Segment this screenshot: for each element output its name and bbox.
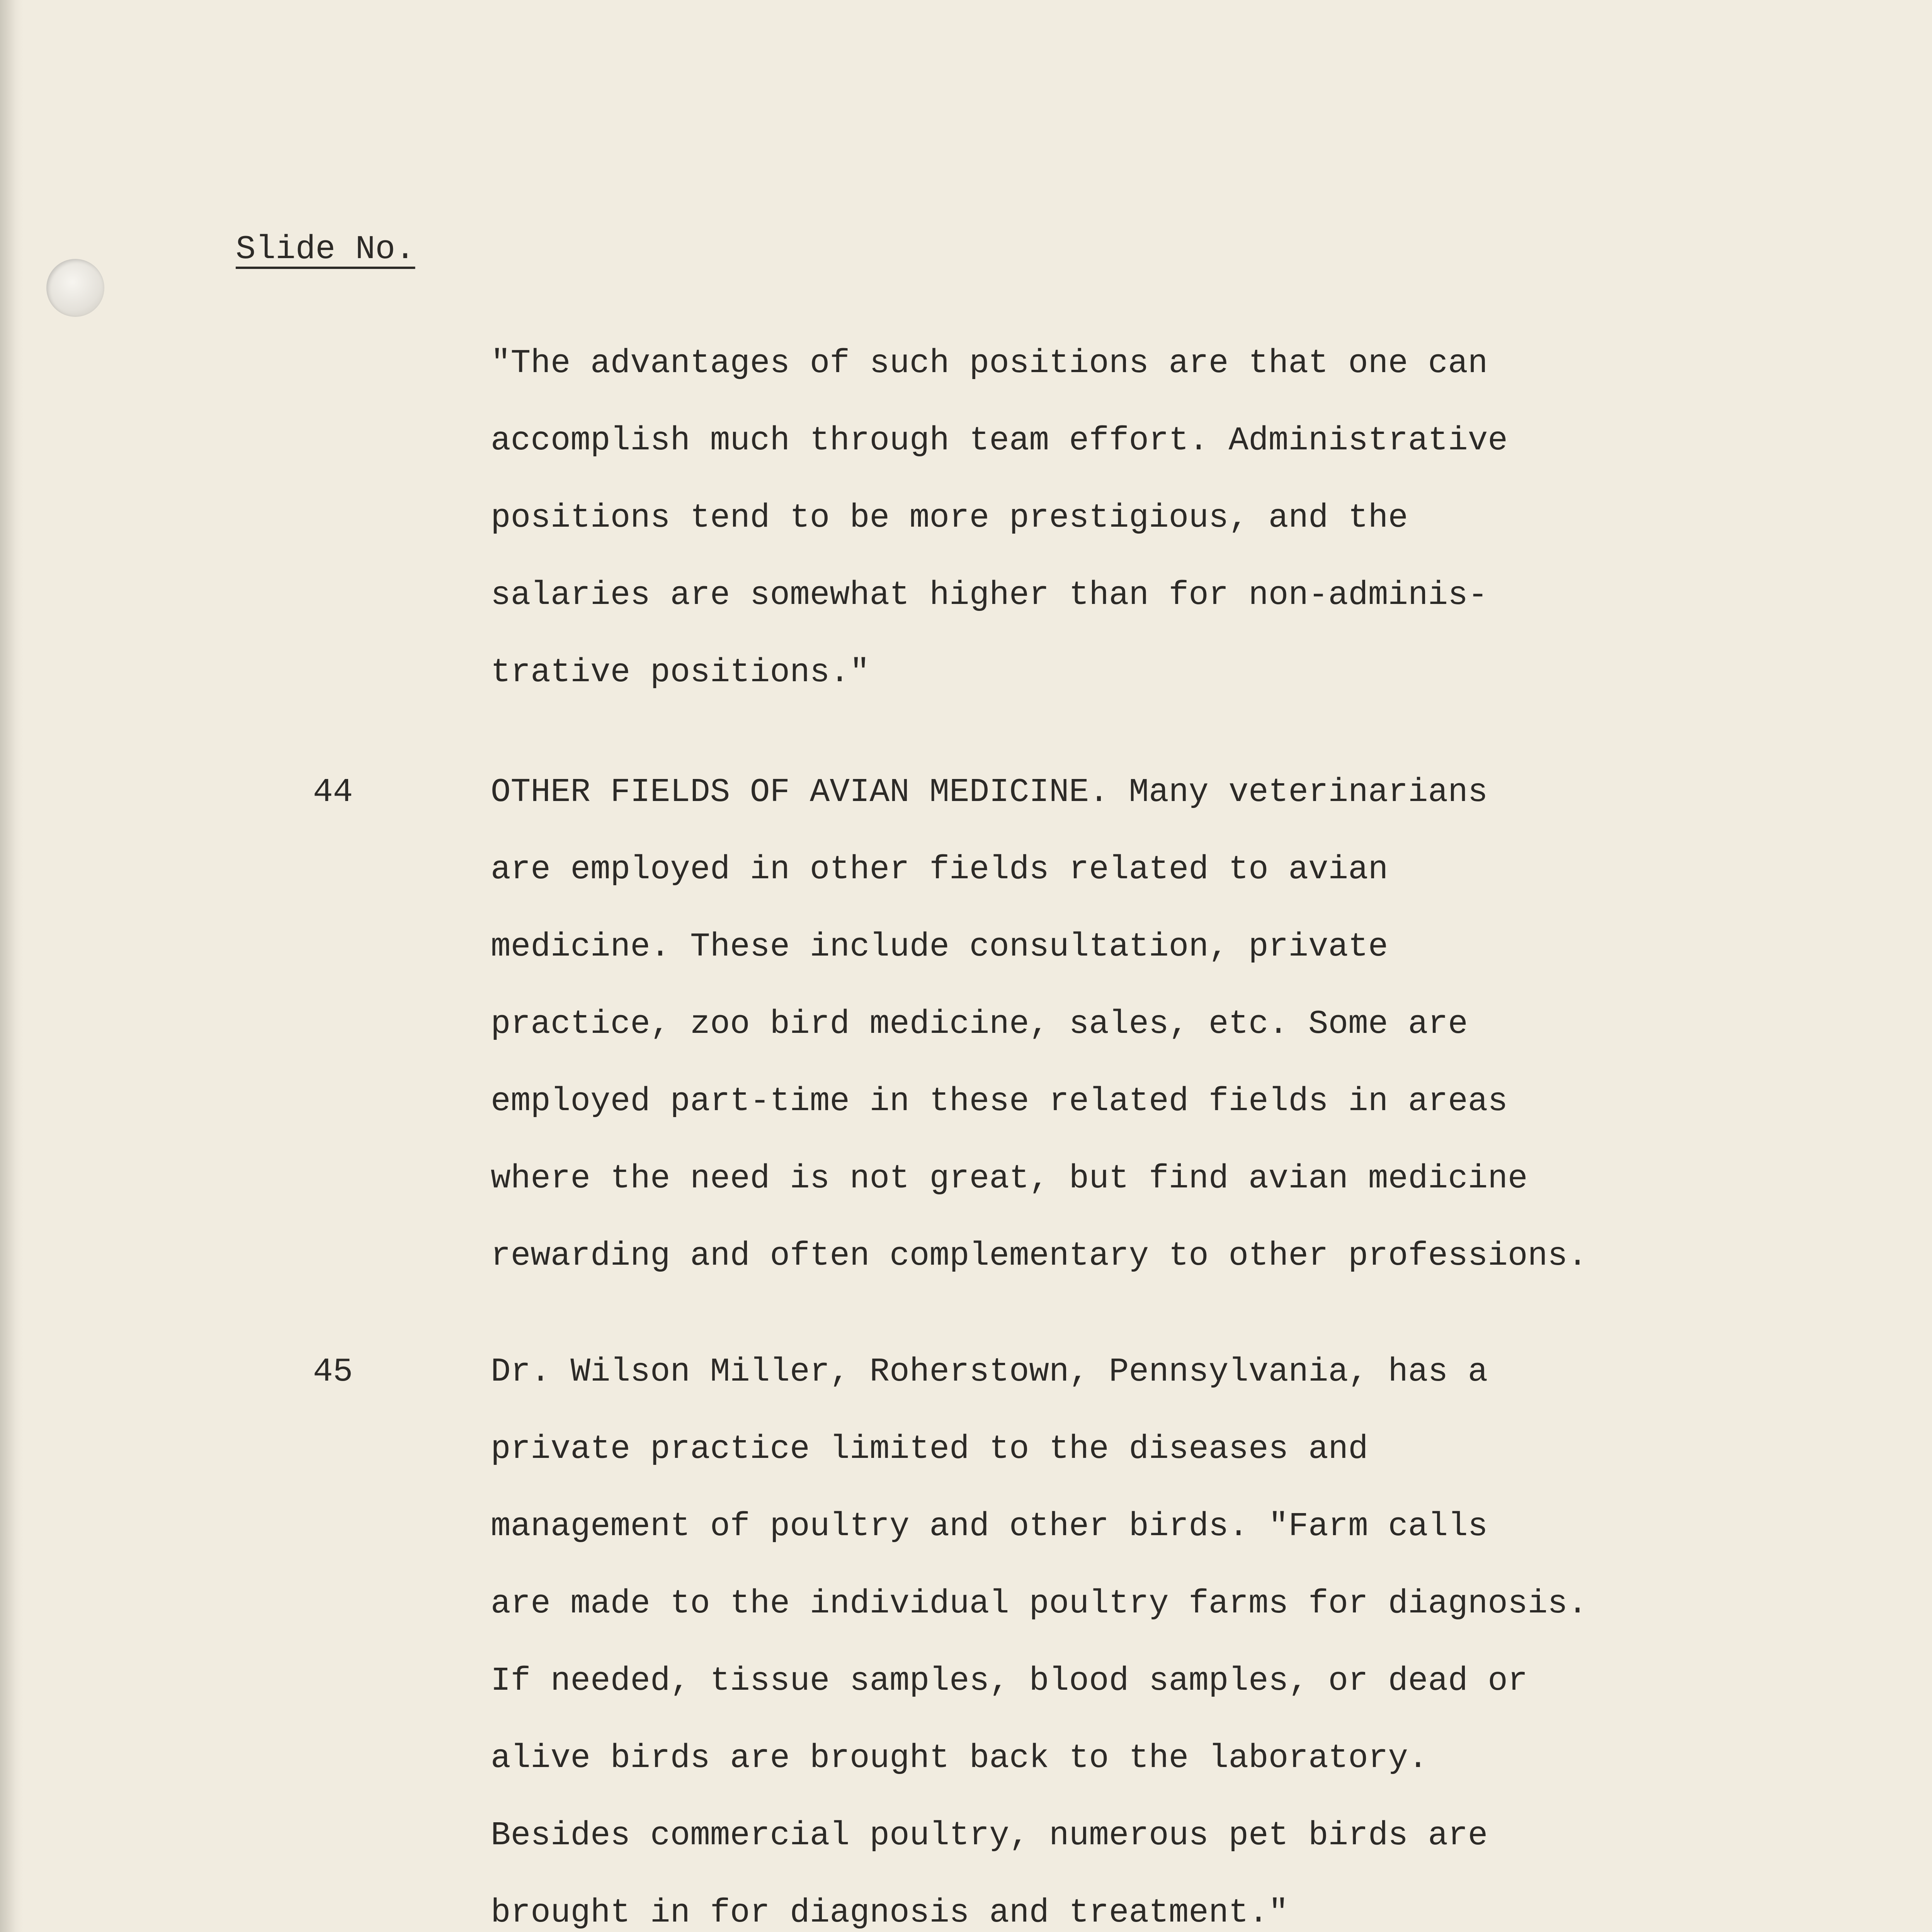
text-line: salaries are somewhat higher than for non-adminis- xyxy=(491,576,1488,614)
text-line: are employed in other fields related to avian xyxy=(491,850,1388,888)
text-line: "The advantages of such positions are that one can xyxy=(491,344,1488,382)
slide-number-44: 44 xyxy=(313,773,353,811)
text-line: Dr. Wilson Miller, Roherstown, Pennsylvania, has a xyxy=(491,1353,1488,1391)
text-line: where the need is not great, but find avian medicine xyxy=(491,1160,1528,1197)
paragraph-slide-45 xyxy=(491,1349,1587,1932)
punch-hole-top xyxy=(46,259,104,317)
text-line: are made to the individual poultry farms for diagnosis. xyxy=(491,1585,1588,1622)
text-line: employed part-time in these related fields in areas xyxy=(491,1082,1508,1120)
text-line: private practice limited to the diseases and xyxy=(491,1430,1368,1468)
text-line: alive birds are brought back to the laboratory. xyxy=(491,1739,1428,1777)
paragraph-1 xyxy=(491,340,1508,726)
text-line: trative positions." xyxy=(491,653,870,691)
text-line: management of poultry and other birds. "Farm calls xyxy=(491,1507,1488,1545)
paragraph-slide-44 xyxy=(491,769,1587,1310)
text-line: Besides commercial poultry, numerous pet birds are xyxy=(491,1816,1488,1854)
slide-number-45: 45 xyxy=(313,1353,353,1391)
slide-number-header: Slide No. xyxy=(236,230,415,268)
text-line: rewarding and often complementary to other professions. xyxy=(491,1237,1588,1275)
text-line: medicine. These include consultation, private xyxy=(491,928,1388,966)
text-line: If needed, tissue samples, blood samples, or dead or xyxy=(491,1662,1528,1700)
text-line: brought in for diagnosis and treatment." xyxy=(491,1894,1289,1932)
text-line: positions tend to be more prestigious, and the xyxy=(491,499,1408,537)
text-line: practice, zoo bird medicine, sales, etc. Some are xyxy=(491,1005,1468,1043)
text-line: accomplish much through team effort. Administrative xyxy=(491,422,1508,459)
page-edge-shadow xyxy=(0,0,23,1932)
text-line: OTHER FIELDS OF AVIAN MEDICINE. Many veterinarians xyxy=(491,773,1488,811)
